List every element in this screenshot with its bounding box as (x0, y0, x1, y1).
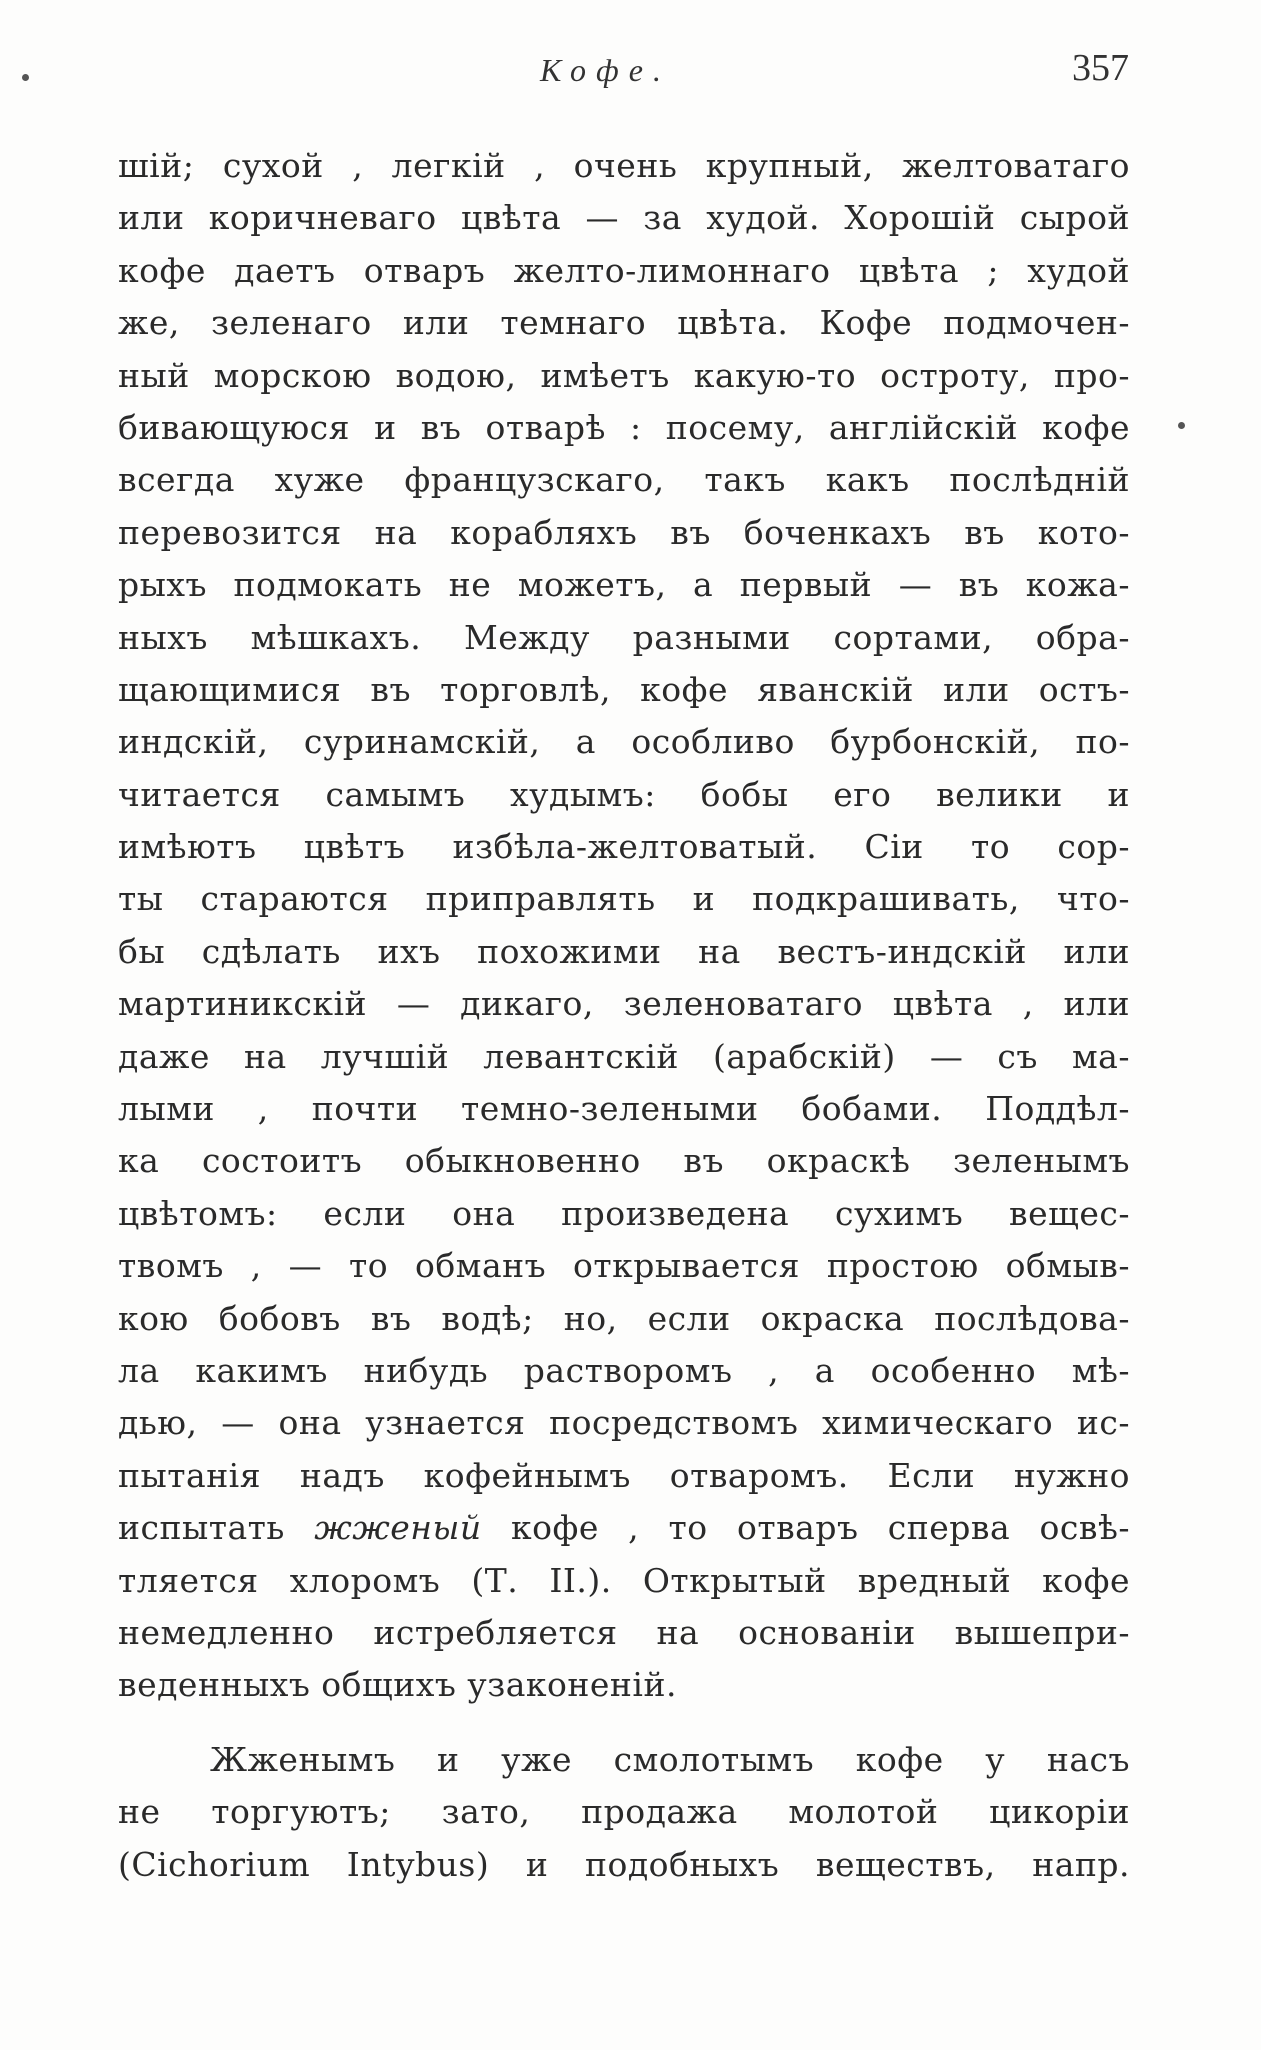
text-line: цвѣтомъ: если она произведена сухимъ вещес- (118, 1193, 1130, 1233)
text-line: веденныхъ общихъ узаконеній. (118, 1665, 677, 1705)
text-line: шій; сухой , легкій , очень крупный, желтоватаго (118, 146, 1130, 185)
text-line: всегда хуже французскаго, такъ какъ послѣдній (118, 460, 1130, 500)
page-number: 357 (1072, 47, 1129, 89)
text-line: не торгуютъ; зато, продажа молотой цикоріи (118, 1792, 1130, 1832)
text-line: твомъ , — то обманъ открывается простою обмыв- (118, 1246, 1130, 1286)
text-line: ка состоитъ обыкновенно въ окраскѣ зеленымъ (118, 1141, 1130, 1181)
text-line: дью, — она узнается посредствомъ химическаго ис- (118, 1403, 1130, 1443)
text-line: ты стараются приправлять и подкрашивать, что- (118, 879, 1130, 919)
text-line: же, зеленаго или темнаго цвѣта. Кофе подмочен- (118, 303, 1130, 343)
text-line: Жженымъ и уже смолотымъ кофе у насъ (210, 1739, 1130, 1779)
text-run: испытать (118, 1508, 315, 1548)
body-text (118, 140, 1130, 1891)
text-line: даже на лучшій левантскій (арабскій) — съ ма- (118, 1036, 1130, 1076)
text-run: кофе , то отваръ сперва освѣ- (481, 1508, 1130, 1548)
text-line: тляется хлоромъ (Т. II.). Открытый вредный кофе (118, 1560, 1130, 1600)
italic-word: жженый (314, 1508, 482, 1548)
text-line: (Cichorium Intybus) и подобныхъ веществъ, напр. (118, 1844, 1130, 1884)
text-line: читается самымъ худымъ: бобы его велики и (118, 774, 1130, 814)
margin-speck (22, 74, 29, 81)
text-line: щающимися въ торговлѣ, кофе яванскій или остъ- (118, 669, 1130, 709)
margin-speck (1178, 422, 1185, 429)
text-line: пытанія надъ кофейнымъ отваромъ. Если нужно (118, 1455, 1130, 1495)
running-head-title: Кофе. (540, 52, 671, 88)
paragraph-gap (118, 1712, 1130, 1734)
text-line: кофе даетъ отваръ желто-лимоннаго цвѣта ; худой (118, 250, 1130, 290)
text-line: ный морскою водою, имѣетъ какую-то остроту, про- (118, 355, 1130, 395)
text-line: ла какимъ нибудь растворомъ , а особенно мѣ- (118, 1350, 1130, 1390)
text-line: имѣютъ цвѣтъ избѣла-желтоватый. Сіи то сор- (118, 827, 1130, 867)
text-line: перевозится на корабляхъ въ боченкахъ въ кото- (118, 512, 1130, 552)
text-line: индскій, суринамскій, а особливо бурбонскій, по- (118, 722, 1130, 762)
text-line: бы сдѣлать ихъ похожими на вестъ-индскій или (118, 931, 1130, 971)
text-line: кою бобовъ въ водѣ; но, если окраска послѣдова- (118, 1298, 1130, 1338)
text-line: лыми , почти темно-зелеными бобами. Поддѣл- (118, 1089, 1130, 1129)
text-line: мартиникскій — дикаго, зеленоватаго цвѣта , или (118, 984, 1130, 1024)
text-line-with-italic (118, 1502, 1130, 1554)
text-line: немедленно истребляется на основаніи вышепри- (118, 1612, 1130, 1652)
running-head (0, 47, 1261, 102)
text-line: бивающуюся и въ отварѣ : посему, англійскій кофе (118, 407, 1130, 447)
text-line: или коричневаго цвѣта — за худой. Хорошій сырой (118, 198, 1130, 238)
text-line: ныхъ мѣшкахъ. Между разными сортами, обра- (118, 617, 1130, 657)
text-line: рыхъ подмокать не можетъ, а первый — въ кожа- (118, 565, 1130, 605)
